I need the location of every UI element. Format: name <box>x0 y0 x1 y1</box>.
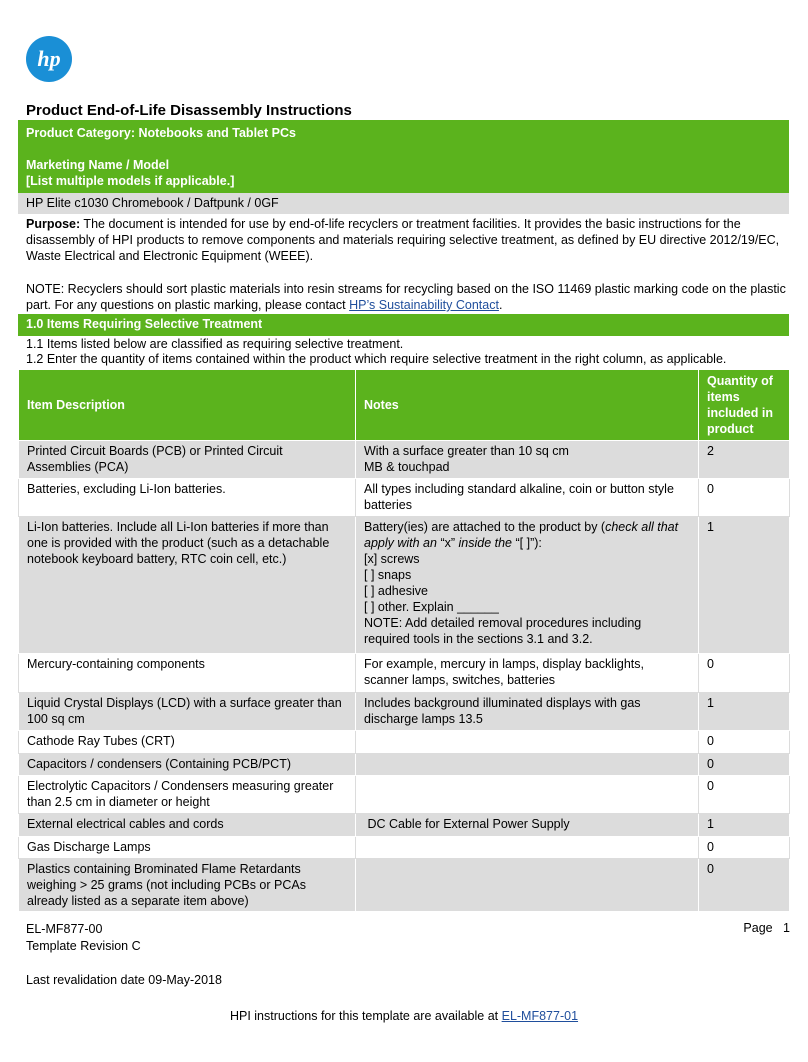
note-line: NOTE: Add detailed removal procedures including required tools in the sections 3.1 and 3.2. <box>364 616 642 646</box>
section-title-bar: 1.0 Items Requiring Selective Treatment <box>18 314 789 336</box>
doc-title: Product End-of-Life Disassembly Instructions <box>26 102 352 119</box>
row-description: Batteries, excluding Li-Ion batteries. <box>19 479 356 517</box>
row-quantity: 0 <box>699 479 790 517</box>
row-notes <box>356 859 699 912</box>
row-description: Printed Circuit Boards (PCB) or Printed Circuit Assemblies (PCA) <box>19 441 356 479</box>
table-row <box>19 693 790 731</box>
marketing-label: Marketing Name / Model <box>26 158 170 172</box>
table-header-row <box>19 370 790 441</box>
hp-logo <box>26 36 72 82</box>
row-description: Electrolytic Capacitors / Condensers measuring greater than 2.5 cm in diameter or height <box>19 776 356 814</box>
hpi-instructions <box>0 1009 808 1023</box>
note-text: NOTE: Recyclers should sort plastic materials into resin streams for recycling based on the ISO 11469 plastic marking code on the plastic part. For any questions on plastic marking, please contact <box>26 282 786 312</box>
table-row <box>19 776 790 814</box>
header-notes: Notes <box>356 370 699 441</box>
table-row <box>19 814 790 837</box>
row-description: Plastics containing Brominated Flame Retardants weighing > 25 grams (not including PCBs or PCAs already listed as a separate item above) <box>19 859 356 912</box>
row-notes: All types including standard alkaline, coin or button style batteries <box>356 479 699 517</box>
template-revision: Template Revision C <box>26 939 141 953</box>
note-line: [ ] other. Explain ______ <box>364 600 499 614</box>
table-row <box>19 654 790 693</box>
table-row <box>19 441 790 479</box>
items-table <box>18 369 790 912</box>
marketing-name-bar <box>18 153 789 193</box>
row-description: Capacitors / condensers (Containing PCB/PCT) <box>19 754 356 776</box>
row-quantity: 1 <box>699 814 790 837</box>
instruction-1-2: 1.2 Enter the quantity of items contained within the product which require selective treatment in the right column, as applicable. <box>26 352 727 366</box>
note-line: MB & touchpad <box>364 460 450 474</box>
instruction-1-1: 1.1 Items listed below are classified as requiring selective treatment. <box>26 337 404 351</box>
table-row <box>19 754 790 776</box>
product-category-bar: Product Category: Notebooks and Tablet PCs <box>18 120 789 153</box>
row-notes <box>356 837 699 859</box>
note-intro: Battery(ies) are attached to the product by ( <box>364 520 606 534</box>
table-row <box>19 479 790 517</box>
row-notes <box>356 517 699 654</box>
note-end: . <box>498 298 503 312</box>
row-notes: Includes background illuminated displays with gas discharge lamps 13.5 <box>356 693 699 731</box>
row-quantity: 0 <box>699 776 790 814</box>
row-description: Mercury-containing components <box>19 654 356 693</box>
note-line: [x] screws <box>364 552 420 566</box>
row-quantity: 0 <box>699 654 790 693</box>
note-brackets: “[ ]”): <box>512 536 542 550</box>
purpose-label: Purpose: <box>26 217 81 231</box>
row-quantity: 0 <box>699 731 790 754</box>
note-line: [ ] adhesive <box>364 584 428 598</box>
revalidation-date: Last revalidation date 09-May-2018 <box>26 973 222 987</box>
note-line <box>364 519 690 551</box>
note-paragraph <box>26 281 786 313</box>
sustainability-contact-link[interactable]: HP’s Sustainability Contact <box>349 298 499 312</box>
purpose-text: The document is intended for use by end-of-life recyclers or treatment facilities. It provides the basic instructions for the disassembly of HPI products to remove components and materials requiring selective treatment, as defined by EU directive 2012/19/EC, Waste Electrical and Electronic Equipment (WEEE). <box>26 217 780 263</box>
row-quantity: 0 <box>699 859 790 912</box>
row-notes <box>356 731 699 754</box>
table-row <box>19 859 790 912</box>
note-italic: check all that apply with an <box>364 520 679 550</box>
doc-id: EL-MF877-00 <box>26 922 103 936</box>
note-line: [ ] snaps <box>364 568 412 582</box>
row-notes <box>356 754 699 776</box>
hpi-text: HPI instructions for this template are available at <box>229 1009 502 1023</box>
purpose-paragraph <box>26 216 786 264</box>
marketing-hint: [List multiple models if applicable.] <box>26 174 235 188</box>
table-row <box>19 837 790 859</box>
row-description: Liquid Crystal Displays (LCD) with a surface greater than 100 sq cm <box>19 693 356 731</box>
row-quantity: 1 <box>699 693 790 731</box>
row-description: Li-Ion batteries. Include all Li-Ion batteries if more than one is provided with the product (such as a detachable notebook keyboard battery, RTC coin cell, etc.) <box>19 517 356 654</box>
note-italic: inside the <box>458 536 513 550</box>
footer-left <box>26 921 141 955</box>
model-value: HP Elite c1030 Chromebook / Daftpunk / 0GF <box>18 193 789 214</box>
instructions <box>26 337 726 367</box>
row-notes <box>356 776 699 814</box>
row-quantity: 2 <box>699 441 790 479</box>
row-quantity: 1 <box>699 517 790 654</box>
row-description: Gas Discharge Lamps <box>19 837 356 859</box>
page-indicator <box>743 921 790 935</box>
row-quantity: 0 <box>699 837 790 859</box>
header-item-description: Item Description <box>19 370 356 441</box>
row-notes <box>356 441 699 479</box>
table-row <box>19 731 790 754</box>
note-x: “x” <box>436 536 459 550</box>
row-description: External electrical cables and cords <box>19 814 356 837</box>
row-notes: For example, mercury in lamps, display backlights, scanner lamps, switches, batteries <box>356 654 699 693</box>
header-quantity: Quantity of items included in product <box>699 370 790 441</box>
svg-text:hp: hp <box>37 46 61 71</box>
el-mf877-01-link[interactable]: EL-MF877-01 <box>501 1009 579 1023</box>
page-number: 1 <box>783 921 790 935</box>
row-description: Cathode Ray Tubes (CRT) <box>19 731 356 754</box>
note-line: With a surface greater than 10 sq cm <box>364 444 569 458</box>
page-label: Page <box>743 921 773 935</box>
table-row <box>19 517 790 654</box>
row-notes: DC Cable for External Power Supply <box>356 814 699 837</box>
row-quantity: 0 <box>699 754 790 776</box>
